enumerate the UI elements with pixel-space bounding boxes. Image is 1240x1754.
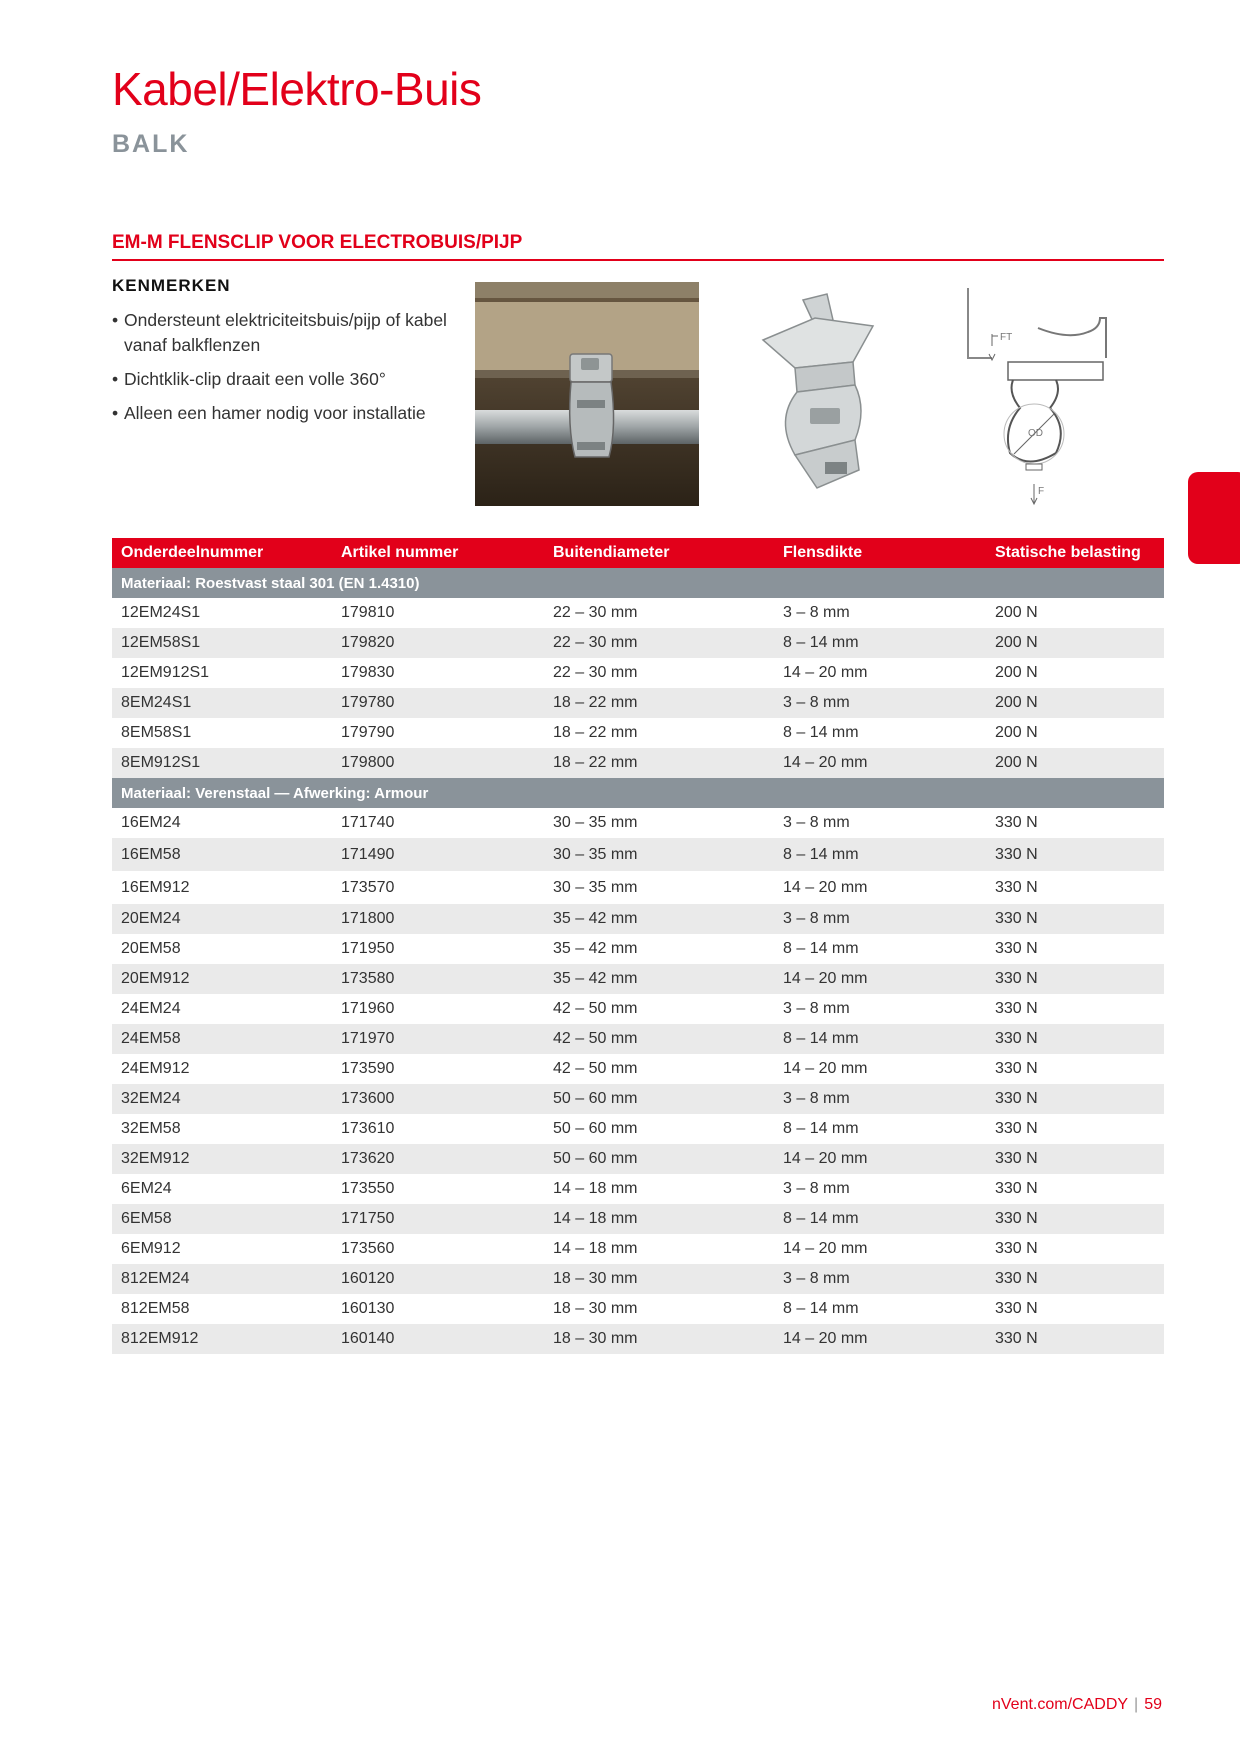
cell: 171740	[341, 814, 395, 831]
table-row	[112, 1084, 1164, 1114]
table-row	[112, 628, 1164, 658]
cell: 22 – 30 mm	[553, 604, 638, 621]
cell: 30 – 35 mm	[544, 838, 774, 871]
cell: 18 – 30 mm	[553, 1300, 638, 1317]
table-row	[112, 658, 1164, 688]
cell: 14 – 18 mm	[553, 1180, 638, 1197]
cell: 8 – 14 mm	[774, 1024, 986, 1054]
cell: 32EM912	[112, 1144, 332, 1174]
cell: 330 N	[986, 1264, 1164, 1294]
cell: 50 – 60 mm	[544, 1084, 774, 1114]
cell: 179800	[332, 748, 544, 778]
cell: 812EM912	[112, 1324, 332, 1354]
cell: 330 N	[995, 1120, 1038, 1137]
cell: 3 – 8 mm	[774, 1084, 986, 1114]
cell: 50 – 60 mm	[553, 1120, 638, 1137]
cell: 179810	[341, 604, 395, 621]
table-row	[112, 1174, 1164, 1204]
cell: 14 – 20 mm	[783, 1060, 868, 1077]
cell: 18 – 22 mm	[544, 748, 774, 778]
table-row	[112, 748, 1164, 778]
cell: 14 – 18 mm	[544, 1204, 774, 1234]
cell: 14 – 20 mm	[783, 664, 868, 681]
cell: 812EM58	[121, 1300, 190, 1317]
cell: 14 – 18 mm	[553, 1240, 638, 1257]
table-row	[112, 1204, 1164, 1234]
table-row	[112, 718, 1164, 748]
feature-item: • Ondersteunt elektriciteitsbuis/pijp of kabel vanaf balkflenzen	[112, 308, 462, 358]
cell: 14 – 20 mm	[783, 1240, 868, 1257]
cell: 8 – 14 mm	[783, 1120, 859, 1137]
cell: 8 – 14 mm	[783, 940, 859, 957]
material-group-row	[112, 778, 1164, 808]
cell: 20EM24	[112, 904, 332, 934]
column-header: Buitendiameter	[544, 538, 774, 568]
column-header: Artikel nummer	[332, 538, 544, 568]
cell: 32EM58	[121, 1120, 181, 1137]
cell: 330 N	[986, 904, 1164, 934]
table-row	[112, 1144, 1164, 1174]
cell: 330 N	[995, 814, 1038, 831]
table-row	[112, 1114, 1164, 1144]
cell: 42 – 50 mm	[553, 1060, 638, 1077]
cell: 330 N	[995, 878, 1038, 896]
cell: 18 – 22 mm	[553, 724, 638, 741]
cell: 330 N	[995, 1240, 1038, 1257]
features-list	[112, 308, 462, 435]
cell: 6EM24	[121, 1180, 172, 1197]
cell: 50 – 60 mm	[544, 1144, 774, 1174]
cell: 171960	[341, 1000, 395, 1017]
table-row	[112, 1024, 1164, 1054]
table-row	[112, 808, 1164, 838]
cell: 173590	[341, 1060, 395, 1077]
material-group-title: Materiaal: Roestvast staal 301 (EN 1.4310)	[112, 568, 1164, 598]
cell: 812EM24	[112, 1264, 332, 1294]
cell: 179830	[341, 664, 395, 681]
cell: 8EM912S1	[112, 748, 332, 778]
cell: 8EM24S1	[112, 688, 332, 718]
cell: 18 – 30 mm	[544, 1324, 774, 1354]
product-section-title: EM-M FLENSCLIP VOOR ELECTROBUIS/PIJP	[112, 232, 1164, 261]
cell: 20EM58	[121, 940, 181, 957]
cell: 30 – 35 mm	[553, 878, 638, 896]
table-row	[112, 871, 1164, 904]
cell: 3 – 8 mm	[783, 814, 850, 831]
cell: 42 – 50 mm	[544, 1024, 774, 1054]
cell: 3 – 8 mm	[774, 904, 986, 934]
cell: 330 N	[995, 1000, 1038, 1017]
cell: 160130	[341, 1300, 395, 1317]
cell: 330 N	[986, 1144, 1164, 1174]
cell: 32EM24	[112, 1084, 332, 1114]
cell: 171800	[332, 904, 544, 934]
cell: 330 N	[995, 1180, 1038, 1197]
cell: 14 – 20 mm	[774, 964, 986, 994]
cell: 171750	[332, 1204, 544, 1234]
cell: 35 – 42 mm	[544, 964, 774, 994]
cell: 24EM912	[121, 1060, 190, 1077]
cell: 171490	[332, 838, 544, 871]
table-row	[112, 964, 1164, 994]
footer-site-link[interactable]: nVent.com/CADDY	[991, 1696, 1129, 1713]
cell: 8 – 14 mm	[783, 724, 859, 741]
cell: 173560	[341, 1240, 395, 1257]
cell: 42 – 50 mm	[553, 1000, 638, 1017]
cell: 200 N	[995, 664, 1038, 681]
table-row	[112, 1264, 1164, 1294]
column-header: Statische belasting	[986, 538, 1164, 568]
cell: 3 – 8 mm	[783, 1180, 850, 1197]
cell: 200 N	[986, 748, 1164, 778]
cell: 3 – 8 mm	[783, 1000, 850, 1017]
cell: 8 – 14 mm	[774, 838, 986, 871]
cell: 171950	[341, 940, 395, 957]
cell: 22 – 30 mm	[544, 628, 774, 658]
material-group-title: Materiaal: Verenstaal — Afwerking: Armour	[112, 778, 1164, 808]
cell: 3 – 8 mm	[774, 688, 986, 718]
cell: 14 – 20 mm	[783, 878, 868, 896]
cell: 20EM912	[112, 964, 332, 994]
cell: 179780	[332, 688, 544, 718]
table-row	[112, 1054, 1164, 1084]
cell: 14 – 20 mm	[774, 748, 986, 778]
cell: 173610	[341, 1120, 395, 1137]
cell: 330 N	[986, 1204, 1164, 1234]
f-label: F	[1038, 486, 1045, 497]
cell: 8 – 14 mm	[774, 628, 986, 658]
cell: 160140	[332, 1324, 544, 1354]
cell: 16EM58	[112, 838, 332, 871]
cell: 16EM912	[121, 878, 190, 896]
features-title: KENMERKEN	[112, 276, 231, 295]
product-image	[755, 290, 900, 500]
cell: 35 – 42 mm	[553, 940, 638, 957]
cell: 35 – 42 mm	[544, 904, 774, 934]
cell: 179790	[341, 724, 395, 741]
cell: 200 N	[995, 724, 1038, 741]
page-number: 59	[1144, 1696, 1162, 1713]
ft-label: FT	[1000, 332, 1013, 343]
cell: 330 N	[986, 964, 1164, 994]
cell: 6EM58	[112, 1204, 332, 1234]
cell: 179820	[332, 628, 544, 658]
table-row	[112, 1234, 1164, 1264]
feature-item: • Alleen een hamer nodig voor installatie	[112, 401, 462, 426]
cell: 16EM24	[121, 814, 181, 831]
cell: 8 – 14 mm	[774, 1204, 986, 1234]
footer-divider: |	[1134, 1696, 1139, 1713]
cell: 12EM24S1	[121, 604, 201, 621]
table-row	[112, 1324, 1164, 1354]
od-label: OD	[1028, 428, 1043, 439]
cell: 330 N	[986, 838, 1164, 871]
table-row	[112, 598, 1164, 628]
table-row	[112, 904, 1164, 934]
table-header-row	[112, 538, 1164, 568]
table-row	[112, 1294, 1164, 1324]
cell: 173580	[332, 964, 544, 994]
cell: 173570	[341, 878, 395, 896]
cell: 30 – 35 mm	[553, 814, 638, 831]
cell: 18 – 30 mm	[544, 1264, 774, 1294]
cell: 200 N	[986, 628, 1164, 658]
table-row	[112, 994, 1164, 1024]
cell: 24EM24	[121, 1000, 181, 1017]
cell: 330 N	[986, 1324, 1164, 1354]
cell: 12EM58S1	[112, 628, 332, 658]
cell: 8EM58S1	[121, 724, 192, 741]
cell: 330 N	[986, 1024, 1164, 1054]
cell: 24EM58	[112, 1024, 332, 1054]
page-subtitle: BALK	[112, 130, 190, 158]
cell: 12EM912S1	[121, 664, 210, 681]
cell: 22 – 30 mm	[553, 664, 638, 681]
cell: 14 – 20 mm	[774, 1324, 986, 1354]
page-title: Kabel/Elektro-Buis	[112, 63, 482, 115]
cell: 173600	[332, 1084, 544, 1114]
cell: 173550	[341, 1180, 395, 1197]
cell: 200 N	[986, 688, 1164, 718]
page-footer	[992, 1696, 1162, 1714]
cell: 330 N	[995, 1060, 1038, 1077]
cell: 173620	[332, 1144, 544, 1174]
table-row	[112, 838, 1164, 871]
cell: 18 – 22 mm	[544, 688, 774, 718]
column-header: Flensdikte	[774, 538, 986, 568]
table-row	[112, 934, 1164, 964]
cell: 200 N	[995, 604, 1038, 621]
cell: 330 N	[995, 1300, 1038, 1317]
cell: 8 – 14 mm	[783, 1300, 859, 1317]
section-tab-marker	[1188, 472, 1240, 564]
table-row	[112, 688, 1164, 718]
cell: 14 – 20 mm	[774, 1144, 986, 1174]
cell: 171970	[332, 1024, 544, 1054]
cell: 160120	[332, 1264, 544, 1294]
column-header: Onderdeelnummer	[112, 538, 332, 568]
cell: 3 – 8 mm	[783, 604, 850, 621]
feature-item: • Dichtklik-clip draait een volle 360°	[112, 367, 462, 392]
cell: 3 – 8 mm	[774, 1264, 986, 1294]
cell: 330 N	[986, 1084, 1164, 1114]
technical-drawing	[958, 288, 1108, 510]
installation-photo	[475, 282, 699, 506]
product-table	[112, 538, 1164, 1354]
material-group-row	[112, 568, 1164, 598]
cell: 330 N	[995, 940, 1038, 957]
cell: 6EM912	[121, 1240, 181, 1257]
